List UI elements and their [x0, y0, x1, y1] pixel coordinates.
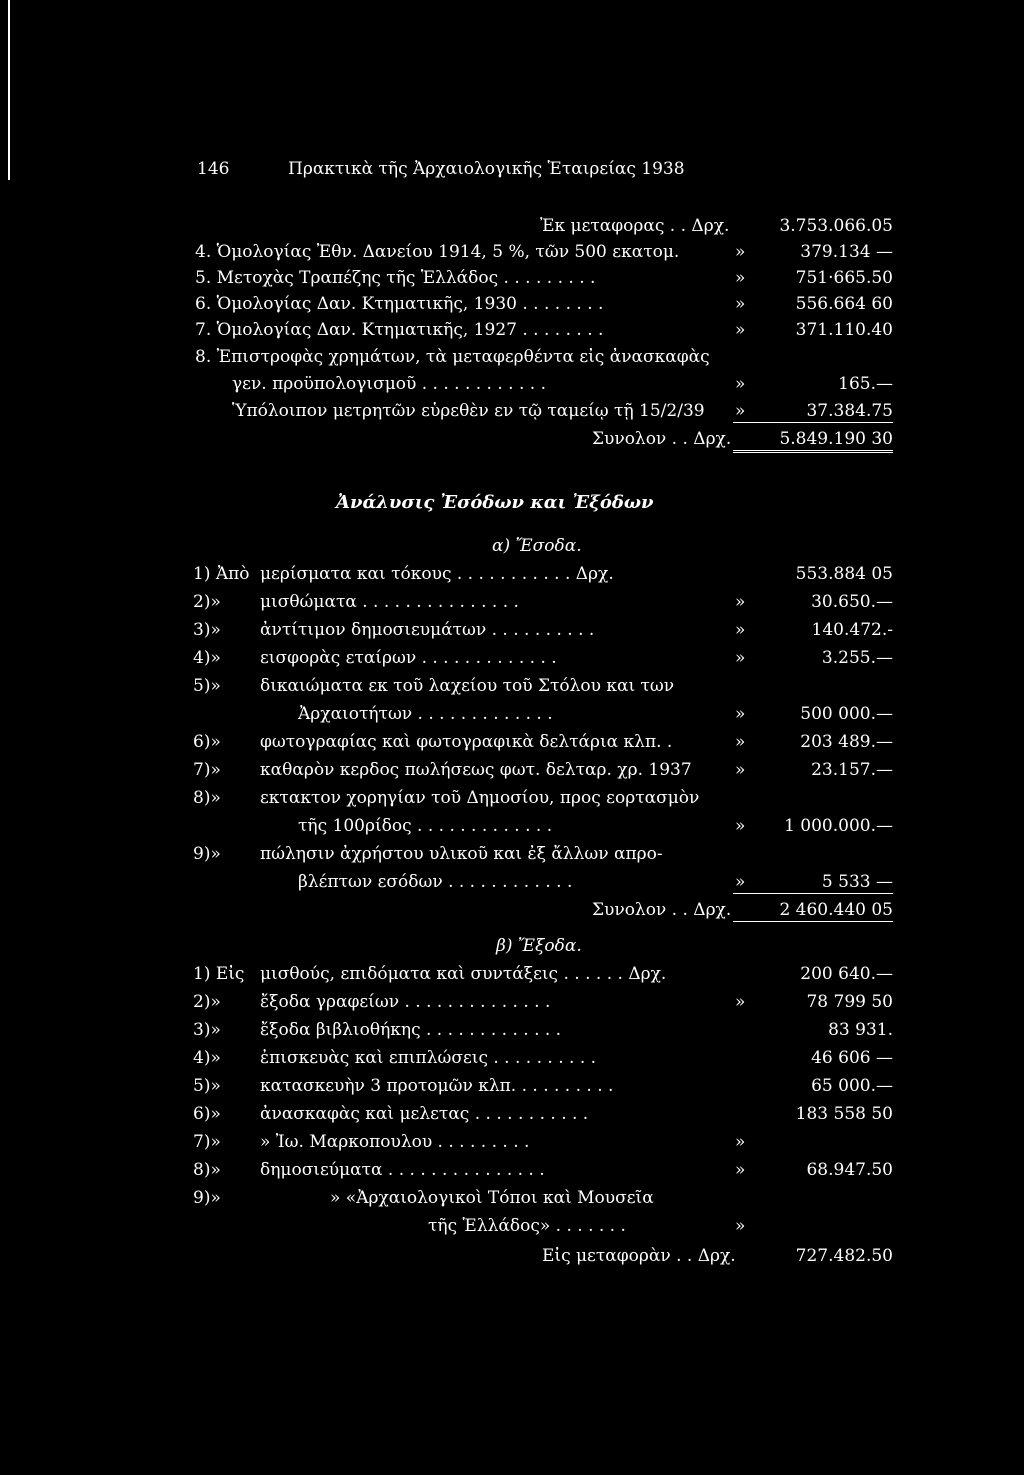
ditto-mark: » — [735, 401, 746, 421]
top-row-text: 8. Ἐπιστροφὰς χρημάτων, τὰ μεταφερθέντα εἰς ἀνασκαφὰς — [195, 347, 710, 367]
expense-row-amount: 65 000.— — [811, 1076, 893, 1096]
expense-row-text: τῆς Ἑλλάδος» . . . . . . . — [428, 1216, 626, 1236]
income-row-amount: 553.884 05 — [795, 564, 893, 584]
ditto-mark: » — [735, 704, 746, 724]
income-heading: α) Ἔσοδα. — [492, 536, 582, 556]
expense-row-text: » Ἰω. Μαρκοπουλου . . . . . . . . . — [260, 1132, 530, 1152]
expense-row-number: 8)» — [193, 1160, 221, 1180]
income-row-amount: 23.157.— — [811, 760, 893, 780]
carry-in-label: Ἐκ μεταφορας . . Δρχ. — [540, 216, 730, 236]
income-row-text: δικαιώματα εκ τοῦ λαχείου τοῦ Στόλου και των — [260, 676, 675, 696]
ditto-mark: » — [735, 872, 746, 892]
ditto-mark: » — [735, 242, 746, 262]
top-row-text: 5. Μετοχὰς Τραπέζης τῆς Ἑλλάδος . . . . . . . . . — [195, 268, 596, 288]
expense-row-number: 4)» — [193, 1048, 221, 1068]
income-row-text: μισθώματα . . . . . . . . . . . . . . . — [260, 592, 519, 612]
income-row-text: φωτογραφίας καὶ φωτογραφικὰ δελτάρια κλπ. . — [260, 732, 673, 752]
income-row-text: πώλησιν ἀχρήστου υλικοῦ και ἐξ ἄλλων απρο- — [260, 844, 663, 864]
ditto-mark: » — [735, 320, 746, 340]
expense-row-amount: 200 640.— — [800, 964, 893, 984]
income-row-text: εισφορὰς εταίρων . . . . . . . . . . . . . — [260, 648, 557, 668]
page-number: 146 — [197, 159, 230, 179]
expense-row-number: 2)» — [193, 992, 221, 1012]
top-row-text: Ὑπόλοιπον μετρητῶν εὑρεθὲν εν τῷ ταμείῳ τῇ 15/2/39 — [232, 401, 705, 421]
top-total-amount: 5.849.190 30 — [733, 428, 893, 453]
income-row-text: καθαρὸν κερδος πωλήσεως φωτ. δελταρ. χρ. 1937 — [260, 760, 692, 780]
income-row-number: 2)» — [193, 592, 221, 612]
ditto-mark: » — [735, 1132, 746, 1152]
expense-row-text: ἔξοδα γραφείων . . . . . . . . . . . . . . — [260, 992, 551, 1012]
expense-row-amount: 78 799 50 — [806, 992, 893, 1012]
expense-row-text: ἐπισκευὰς καὶ επιπλώσεις . . . . . . . . . . — [260, 1048, 597, 1068]
expense-row-number: 5)» — [193, 1076, 221, 1096]
income-row-amount: 3.255.— — [821, 648, 893, 668]
income-row-text: μερίσματα και τόκους . . . . . . . . . . . Δρχ. — [260, 564, 614, 584]
income-row-text: Ἀρχαιοτήτων . . . . . . . . . . . . . — [298, 704, 553, 724]
income-row-number: 7)» — [193, 760, 221, 780]
ditto-mark: » — [735, 816, 746, 836]
income-total-label: Συνολον . . Δρχ. — [592, 900, 732, 920]
income-row-text: ἀντίτιμον δημοσιευμάτων . . . . . . . . . . — [260, 620, 595, 640]
expense-row-amount: 183 558 50 — [795, 1104, 893, 1124]
top-row-amount: 371.110.40 — [795, 320, 893, 340]
running-title: Πρακτικὰ τῆς Ἀρχαιολογικῆς Ἑταιρείας 1938 — [288, 159, 685, 179]
expense-row-text: κατασκευὴν 3 προτομῶν κλπ. . . . . . . . . . — [260, 1076, 614, 1096]
ditto-mark: » — [735, 620, 746, 640]
ditto-mark: » — [735, 1216, 746, 1236]
ditto-mark: » — [735, 732, 746, 752]
income-row-number: 6)» — [193, 732, 221, 752]
top-row-text: 6. Ὁμολογίας Δαν. Κτηματικῆς, 1930 . . . . . . . . — [195, 294, 604, 314]
income-row-amount: 140.472.- — [811, 620, 893, 640]
income-total-amount: 2 460.440 05 — [733, 899, 893, 922]
section-title: Ἀνάλυσις Ἐσόδων και Ἐξόδων — [336, 492, 654, 513]
expense-heading: β) Ἔξοδα. — [496, 936, 582, 956]
income-row-text: βλέπτων εσόδων . . . . . . . . . . . . — [298, 872, 573, 892]
expense-row-amount: 83 931. — [828, 1020, 893, 1040]
top-row-text: γεν. προϋπολογισμοῦ . . . . . . . . . . . . — [232, 374, 547, 394]
expense-row-number: 6)» — [193, 1104, 221, 1124]
top-row-text: 4. Ὁμολογίας Ἐθν. Δανείου 1914, 5 %, τῶν 500 εκατομ. — [195, 242, 680, 262]
expense-row-number: 9)» — [193, 1188, 221, 1208]
income-row-number: 3)» — [193, 620, 221, 640]
top-row-amount: 751·665.50 — [795, 268, 893, 288]
income-row-number: 1) Ἀπὸ — [193, 564, 250, 584]
top-row-text: 7. Ὁμολογίας Δαν. Κτηματικῆς, 1927 . . . . . . . . — [195, 320, 604, 340]
ditto-mark: » — [735, 1160, 746, 1180]
top-total-label: Συνολον . . Δρχ. — [592, 429, 732, 449]
ditto-mark: » — [735, 648, 746, 668]
carry-in-amount: 3.753.066.05 — [779, 216, 893, 236]
income-row-number: 5)» — [193, 676, 221, 696]
income-row-amount: 500 000.— — [800, 704, 893, 724]
income-row-amount: 5 533 — — [733, 871, 893, 894]
ditto-mark: » — [735, 592, 746, 612]
top-row-amount: 37.384.75 — [733, 400, 893, 423]
carry-out-amount: 727.482.50 — [795, 1246, 893, 1266]
income-row-text: τῆς 100ρίδος . . . . . . . . . . . . . — [298, 816, 553, 836]
expense-row-number: 3)» — [193, 1020, 221, 1040]
ditto-mark: » — [735, 268, 746, 288]
expense-row-amount: 46 606 — — [811, 1048, 893, 1068]
ditto-mark: » — [735, 992, 746, 1012]
income-row-number: 9)» — [193, 844, 221, 864]
expense-row-number: 7)» — [193, 1132, 221, 1152]
income-row-amount: 1 000.000.— — [784, 816, 893, 836]
income-row-text: εκτακτον χορηγίαν τοῦ Δημοσίου, προς εορτασμὸν — [260, 788, 700, 808]
income-row-amount: 203 489.— — [800, 732, 893, 752]
ditto-mark: » — [735, 374, 746, 394]
top-row-amount: 556.664 60 — [795, 294, 893, 314]
income-row-number: 8)» — [193, 788, 221, 808]
expense-row-text: » «Ἀρχαιολογικοὶ Τόποι καὶ Μουσεῖα — [330, 1188, 654, 1208]
expense-row-number: 1) Εἰς — [193, 964, 245, 984]
top-row-amount: 165.— — [838, 374, 893, 394]
expense-row-amount: 68.947.50 — [806, 1160, 893, 1180]
top-row-amount: 379.134 — — [800, 242, 893, 262]
income-row-amount: 30.650.— — [811, 592, 893, 612]
ditto-mark: » — [735, 294, 746, 314]
page-edge-line — [8, 0, 10, 180]
expense-row-text: μισθούς, επιδόματα καὶ συντάξεις . . . . . . Δρχ. — [260, 964, 667, 984]
income-row-number: 4)» — [193, 648, 221, 668]
ditto-mark: » — [735, 760, 746, 780]
expense-row-text: δημοσιεύματα . . . . . . . . . . . . . . . — [260, 1160, 545, 1180]
expense-row-text: ἔξοδα βιβλιοθήκης . . . . . . . . . . . . . — [260, 1020, 562, 1040]
carry-out-label: Εἰς μεταφορὰν . . Δρχ. — [542, 1246, 736, 1266]
expense-row-text: ἀνασκαφὰς καὶ μελετας . . . . . . . . . . . — [260, 1104, 589, 1124]
